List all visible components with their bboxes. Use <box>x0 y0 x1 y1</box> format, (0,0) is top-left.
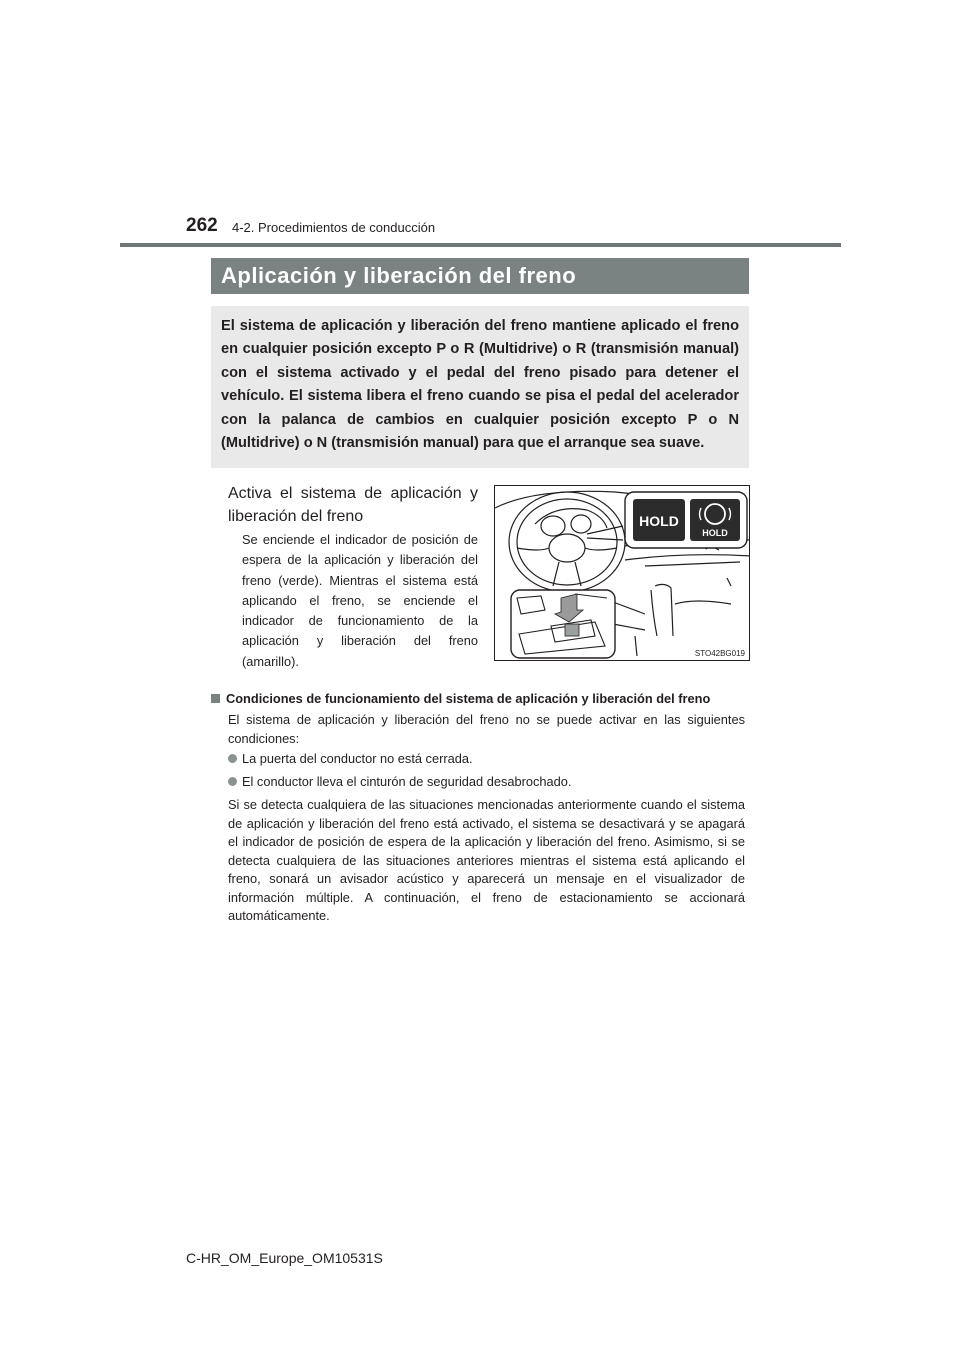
conditions-body: El sistema de aplicación y liberación del freno no se puede activar en las siguientes condiciones: <box>228 712 745 746</box>
footer-document-id: C-HR_OM_Europe_OM10531S <box>186 1250 383 1266</box>
point-heading: Activa el sistema de aplicación y liberación del freno <box>228 485 478 525</box>
hold-indicator-label: HOLD <box>639 513 679 529</box>
point-description: Se enciende el indicador de posición de espera de la aplicación y liberación del freno (verde). Mientras el sistema está aplicando el freno, se enciende el indicador de funcionamiento de la aplicación y liberación del freno (amarillo). <box>242 532 478 669</box>
hold-icon-label: HOLD <box>702 528 728 538</box>
page-number: 262 <box>186 215 218 236</box>
figure-code: STO42BG019 <box>694 649 745 658</box>
condition-bullet-text: La puerta del conductor no está cerrada. <box>242 751 473 766</box>
section-reference: 4-2. Procedimientos de conducción <box>232 220 436 235</box>
intro-box: El sistema de aplicación y liberación del freno mantiene aplicado el freno en cualquier posición excepto P o R (Multidrive) o R (transmisión manual) con el sistema activado y el pedal del freno pisado para detener el vehículo. El sistema libera el freno cuando se pisa el pedal del acelerador con la palanca de cambios en cualquier posición excepto P o N (Multidrive) o N (transmisión manual) para que el arranque sea suave. <box>211 306 749 468</box>
hold-switch-figure <box>494 485 750 661</box>
round-bullet-icon <box>228 777 237 786</box>
square-bullet-icon <box>211 694 220 703</box>
dashboard-illustration <box>495 486 750 661</box>
round-bullet-icon <box>228 754 237 763</box>
conditions-heading <box>211 690 756 708</box>
condition-bullet <box>228 773 745 791</box>
conditions-note: Si se detecta cualquiera de las situaciones mencionadas anteriormente cuando el sistema de aplicación y liberación del freno está activado, el sistema se desactivará y se apagará el indicador de posición de espera de la aplicación y liberación del freno. Asimismo, si se detecta cualquiera de las situaciones anteriores mientras el sistema está aplicando el freno, sonará un avisador acústico y aparecerá un mensaje en el visualizador de información múltiple. A continuación, el freno de estacionamiento se accionará automáticamente. <box>228 797 745 923</box>
section-title: Aplicación y liberación del freno <box>211 258 749 294</box>
condition-bullet-text: El conductor lleva el cinturón de seguridad desabrochado. <box>242 774 572 789</box>
header-rule <box>120 243 841 247</box>
condition-bullet <box>228 750 745 768</box>
conditions-heading-text: Condiciones de funcionamiento del sistema de aplicación y liberación del freno <box>226 691 711 706</box>
